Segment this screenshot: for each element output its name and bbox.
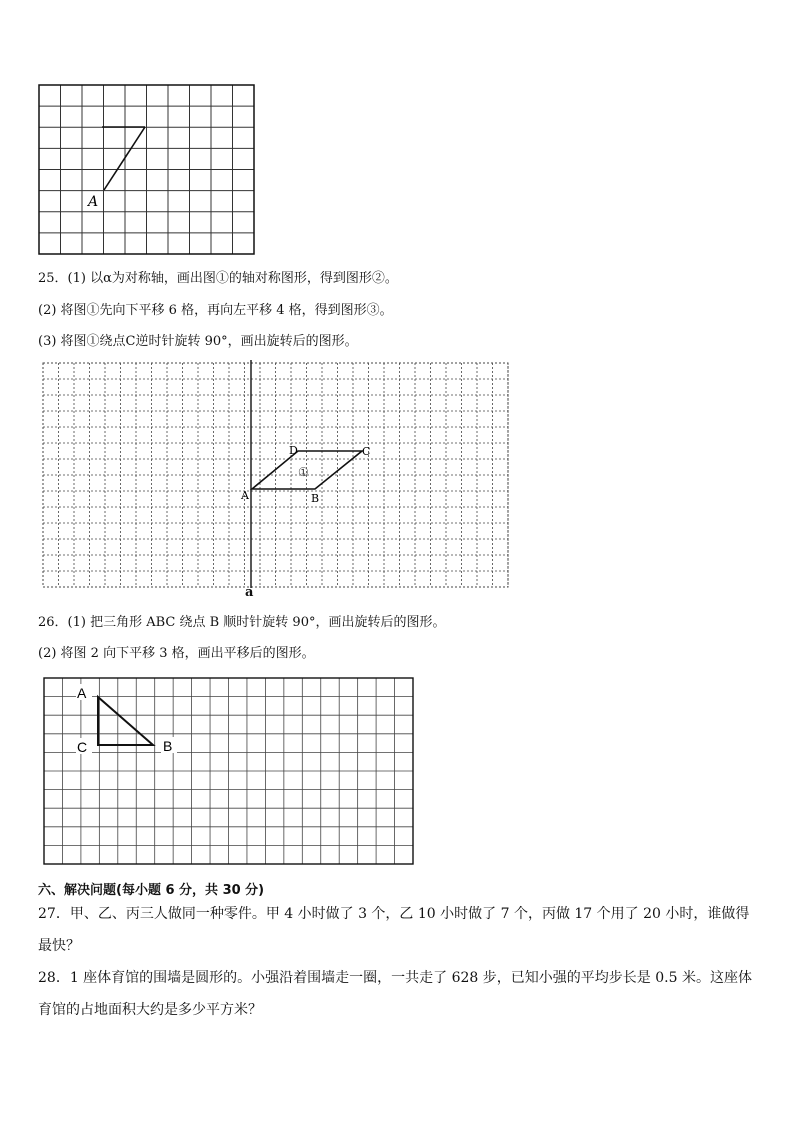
axis-a-label: a (245, 585, 254, 600)
top-grid-figure (38, 84, 256, 256)
q25-part1: 25．(1) 以α为对称轴，画出图①的轴对称图形，得到图形②。 (38, 271, 398, 286)
section-six-heading: 六、解决问题(每小题 6 分，共 30 分) (38, 883, 265, 898)
triangle-label-b: B (163, 738, 173, 754)
label-c: C (362, 445, 371, 458)
label-b: B (311, 492, 320, 505)
shape-one-label: ① (298, 465, 309, 479)
label-d: D (289, 444, 298, 457)
triangle-label-c: C (77, 739, 88, 755)
triangle-grid-figure (42, 676, 416, 866)
triangle-label-a: A (77, 685, 87, 701)
label-a: A (241, 489, 249, 502)
point-a-label: A (88, 194, 99, 210)
q25-part2: (2) 将图①先向下平移 6 格，再向左平移 4 格，得到图形③。 (38, 303, 393, 318)
triangle-abc (98, 697, 153, 745)
parallelogram-grid-figure (40, 360, 512, 600)
q26-part2: (2) 将图 2 向下平移 3 格，画出平移后的图形。 (38, 646, 315, 661)
q25-part3: (3) 将图①绕点C逆时针旋转 90°，画出旋转后的图形。 (38, 334, 358, 349)
q26-part1: 26．(1) 把三角形 ABC 绕点 B 顺时针旋转 90°，画出旋转后的图形。 (38, 615, 446, 630)
question-28: 28．1 座体育馆的围墙是圆形的。小强沿着围墙走一圈，一共走了 628 步，已知小强的平均步长是 0.5 米。这座体育馆的占地面积大约是多少平方米？ (38, 970, 752, 1018)
question-27: 27．甲、乙、丙三人做同一种零件。甲 4 小时做了 3 个，乙 10 小时做了 7 个，丙做 17 个用了 20 小时，谁做得最快？ (38, 906, 750, 954)
